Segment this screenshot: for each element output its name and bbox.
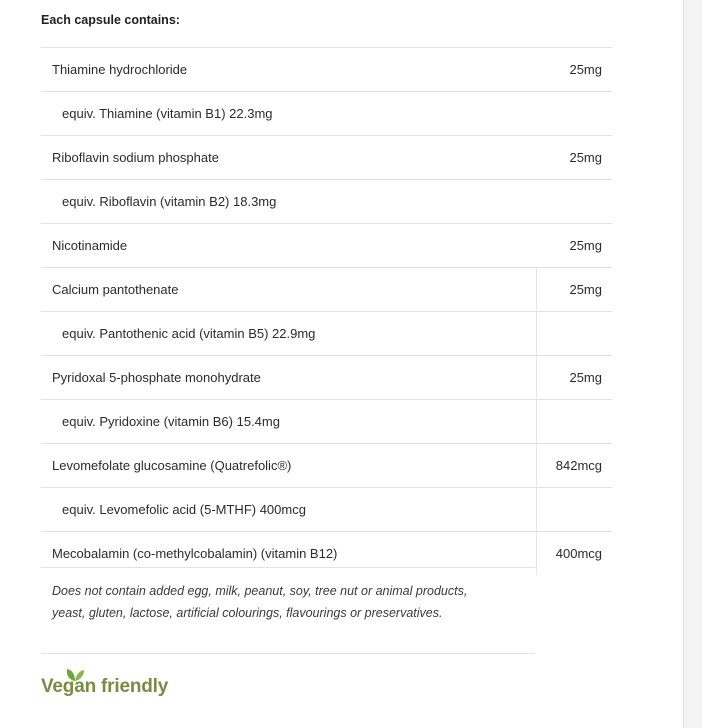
ingredient-equivalent: equiv. Pantothenic acid (vitamin B5) 22.9mg	[62, 326, 316, 341]
ingredient-name: Mecobalamin (co-methylcobalamin) (vitamin B12)	[52, 546, 338, 561]
table-row	[41, 267, 612, 311]
allergen-note-text: Does not contain added egg, milk, peanut, soy, tree nut or animal products, yeast, gluten, lactose, artificial colourings, flavourings or preservatives.	[52, 584, 468, 620]
table-row	[41, 311, 612, 355]
ingredient-name: Pyridoxal 5-phosphate monohydrate	[52, 370, 261, 385]
column-divider	[536, 400, 537, 443]
table-row	[41, 487, 612, 531]
ingredient-amount: 400mcg	[555, 546, 602, 561]
ingredient-name: Thiamine hydrochloride	[52, 62, 188, 77]
capsule-contents-heading: Each capsule contains:	[41, 13, 180, 27]
ingredient-amount: 25mg	[569, 150, 602, 165]
ingredient-amount: 25mg	[569, 62, 602, 77]
ingredient-equivalent: equiv. Levomefolic acid (5-MTHF) 400mcg	[62, 502, 306, 517]
table-row	[41, 355, 612, 399]
column-divider	[536, 488, 537, 531]
table-row	[41, 135, 612, 179]
column-divider	[536, 532, 537, 575]
ingredient-name: Riboflavin sodium phosphate	[52, 150, 219, 165]
table-row	[41, 399, 612, 443]
page-edge	[683, 0, 702, 728]
ingredients-table	[41, 47, 612, 575]
column-divider	[536, 312, 537, 355]
vegan-friendly-label: Vegan friendly	[41, 676, 169, 697]
column-divider	[536, 268, 537, 311]
column-divider	[536, 356, 537, 399]
table-row	[41, 91, 612, 135]
table-row	[41, 443, 612, 487]
ingredient-equivalent: equiv. Pyridoxine (vitamin B6) 15.4mg	[62, 414, 280, 429]
table-row	[41, 47, 612, 91]
ingredient-equivalent: equiv. Thiamine (vitamin B1) 22.3mg	[62, 106, 273, 121]
ingredient-name: Calcium pantothenate	[52, 282, 179, 297]
ingredient-equivalent: equiv. Riboflavin (vitamin B2) 18.3mg	[62, 194, 277, 209]
ingredient-amount: 25mg	[569, 282, 602, 297]
ingredient-amount: 25mg	[569, 370, 602, 385]
ingredient-amount: 842mcg	[555, 458, 602, 473]
table-row	[41, 223, 612, 267]
ingredient-name: Nicotinamide	[52, 238, 128, 253]
allergen-note	[41, 567, 535, 654]
ingredient-amount: 25mg	[569, 238, 602, 253]
table-row	[41, 179, 612, 223]
vegan-friendly-badge	[41, 668, 201, 704]
column-divider	[536, 444, 537, 487]
ingredient-name: Levomefolate glucosamine (Quatrefolic®)	[52, 458, 292, 473]
